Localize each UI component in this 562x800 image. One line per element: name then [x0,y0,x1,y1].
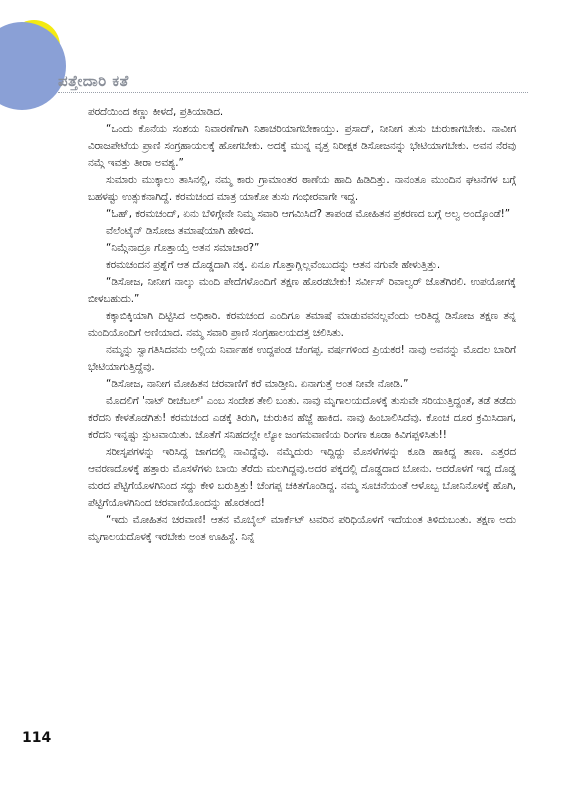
header-dotted-rule [58,92,528,93]
running-header-title: ಪತ್ತೇದಾರಿ ಕತೆ [58,72,129,90]
paragraph: ವೆಲೆಂಟೈನ್ ಡಿಸೋಜ ತಮಾಷೆಯಾಗಿ ಹೇಳಿದ. [106,225,254,237]
paragraph: ಕರಮಚಂದನ ಪ್ರಶ್ನೆಗೆ ಆತ ದೊಡ್ಡದಾಗಿ ನಕ್ಕ. ಏನೂ ಗೊತ್ತಾಗ್ಲಿಲ್ಲವೆಂಬುದನ್ನು ಆತನ ನಗುವೇ ಹೇಳುತ್ತಿತ್ತು. [106,259,441,271]
paragraph: ಸುಮಾರು ಮುಕ್ಕಾಲು ತಾಸಿನಲ್ಲಿ, ನಮ್ಮ ಕಾರು ಗ್ರಾಮಾಂತರ ಠಾಣೆಯ ಹಾದಿ ಹಿಡಿದಿತ್ತು. ನಾನಂತೂ ಮುಂದಿನ ಘಟನೆಗಳ ಬಗ್ಗೆ ಬಹಳಷ್ಟು ಉತ್ಸುಕನಾಗಿದ್ದೆ. ಕರಮಚಂದ ಮಾತ್ರ ಯಾಕೋ ತುಸು ಗಂಭೀರವಾಗೇ ಇದ್ದ. [88,174,516,203]
paragraph: “ಓಹ್, ಕರಮಚಂದ್, ಏನು ಬೆಳಿಗ್ಗೇನೇ ನಿಮ್ಮ ಸವಾರಿ ಆಗಮಿಸಿದೆ? ತಾಪಂಡ ಮೋಹಿತನ ಪ್ರಕರಣದ ಬಗ್ಗೆ ಅಲ್ವ ಅಂದ್ಕೊಂಡೆ!” [106,208,511,220]
paragraph: ನಮ್ಮನ್ನು ಸ್ವಾಗತಿಸಿದವನು ಅಲ್ಲಿಯ ನಿರ್ವಾಹಕ ಉದ್ದಪಂಡ ಚೆಂಗಪ್ಪ. ವರ್ಷಗಳಿಂದ ಪ್ರಿಯಕರ! ನಾವು ಅವನನ್ನು ಮೊದಲ ಬಾರಿಗೆ ಭೇಟಿಯಾಗುತ್ತಿದ್ದೆವು. [88,344,516,373]
paragraph: “ಡಿಸೋಜ, ನೀನೀಗ ನಾಲ್ಕು ಮಂದಿ ಪೇದೆಗಳೊಂದಿಗೆ ತಕ್ಷಣ ಹೊರಡಬೇಕು! ಸರ್ವೀಸ್ ರಿವಾಲ್ವರ್ ಜೊತೆಗಿರಲಿ. ಉಪಯೋಗಕ್ಕೆ ಬೀಳಬಹುದು.” [88,276,516,305]
story-body [88,104,516,546]
paragraph: “ಡಿಸೋಜ, ನಾನೀಗ ಮೋಹಿತನ ಚರವಾಣಿಗೆ ಕರೆ ಮಾಡ್ತೀನಿ. ಏನಾಗುತ್ತೆ ಅಂತ ನೀವೇ ನೋಡಿ.” [106,378,409,390]
paragraph: ಕಕ್ಕಾಬಿಕ್ಕಿಯಾಗಿ ದಿಟ್ಟಿಸಿದ ಅಧಿಕಾರಿ. ಕರಮಚಂದ ಎಂದಿಗೂ ತಮಾಷೆ ಮಾಡುವವನಲ್ಲವೆಂದು ಅರಿತಿದ್ದ ಡಿಸೋಜ ತಕ್ಷಣ ತನ್ನ ಮಂದಿಯೊಂದಿಗೆ ಅಣಿಯಾದ. ನಮ್ಮ ಸವಾರಿ ಪ್ರಾಣಿ ಸಂಗ್ರಹಾಲಯದತ್ತ ಚಲಿಸಿತು. [88,310,516,339]
paragraph: ಪರದೆಯಿಂದ ಕಣ್ಣು ಕೀಳದೆ, ಪ್ರತಿಯಾಡಿದ. [88,106,224,118]
paragraph: “ನಿಮ್ಗೆನಾದ್ರೂ ಗೊತ್ತಾಯ್ತೆ ಅತನ ಸಮಾಚಾರ?” [106,242,260,254]
paragraph: “ಒಂದು ಕೊನೆಯ ಸಂಶಯ ನಿವಾರಣೆಗಾಗಿ ನಿಶಾಚರಿಯಾಗಬೇಕಾಯ್ತು. ಪ್ರಸಾದ್, ನೀನೀಗ ತುಸು ಚುರುಕಾಗಬೇಕು. ನಾವೀಗ ವಿರಾಜಪೇಟೆಯ ಪ್ರಾಣಿ ಸಂಗ್ರಹಾಯಲಕ್ಕೆ ಹೋಗಬೇಕು. ಅದಕ್ಕೆ ಮುನ್ನ ವೃತ್ತ ನಿರೀಕ್ಷಕ ಡಿಸೋಜನನ್ನು ಭೇಟಿಯಾಗಬೇಕು. ಅವನ ನೆರವು ನಮ್ಗೆ ಇವತ್ತು ತೀರಾ ಅವಶ್ಯ.” [88,123,516,169]
header-decoration [0,0,562,120]
paragraph: ಮೊದಲಿಗೆ 'ನಾಟ್ ರೀಚೆಬಲ್' ಎಂಬ ಸಂದೇಶ ತೇಲಿ ಬಂತು. ನಾವು ಮೃಗಾಲಯದೊಳಕ್ಕೆ ತುಸುವೇ ಸರಿಯುತ್ತಿದ್ದಂತೆ, ತಡೆ ತಡೆದು ಕರೆದನಿ ಕೇಳತೊಡಗಿತು! ಕರಮಚಂದ ಎಡಕ್ಕೆ ತಿರುಗಿ, ಚುರುಕಿನ ಹೆಜ್ಜೆ ಹಾಕಿದ. ನಾವು ಹಿಂಬಾಲಿಸಿದೆವು. ಕೊಂಚ ದೂರ ಕ್ರಮಿಸಿದಾಗ, ಕರೆದನಿ ಇನ್ನಷ್ಟು ಸ್ಪುಟವಾಯಿತು. ಜೊತೆಗೆ ಸನಿಹದಲ್ಲೇ ಲ್ಯೋ ಜಂಗಮವಾಣಿಯ ರಿಂಗಣ ಕೂಡಾ ಕಿವಿಗಪ್ಪಳಿಸಿತು!! [88,395,516,441]
page-number: 114 [22,730,52,746]
paragraph: ಸರೀಸೃಪಗಳನ್ನು ಇರಿಸಿದ್ದ ಜಾಗದಲ್ಲಿ ನಾವಿದ್ದೆವು. ನಮ್ಮೆದುರು ಇದ್ದಿದ್ದು ಮೊಸಳೆಗಳನ್ನು ಕೂಡಿ ಹಾಕಿದ್ದ ತಾಣ. ಎತ್ತರದ ಆವರಣದೊಳಕ್ಕೆ ಹತ್ತಾರು ಮೊಸಳೆಗಳು ಬಾಯಿ ತೆರೆದು ಮಲಗಿದ್ದವು.ಅದರ ಪಕ್ಕದಲ್ಲಿ ದೊಡ್ಡದಾದ ಬೋನು. ಅದರೊಳಗೆ ಇದ್ದ ದೊಡ್ಡ ಮರದ ಪೆಟ್ಟಿಗೆಯೊಳಗಿನಿಂದ ಸದ್ದು ಕೇಳಿ ಬರುತ್ತಿತ್ತು! ಚೆಂಗಪ್ಪ ಚಕಿತಗೊಂಡಿದ್ದ. ನಮ್ಮ ಸೂಚನೆಯಂತೆ ಆಳೊಬ್ಬ ಬೋನಿನೊಳಕ್ಕೆ ಹೊಗಿ, ಪೆಟ್ಟಿಗೆಯೊಳಗಿನಿಂದ ಚರವಾಣಿಯೊಂದನ್ನು ಹೊರತಂದ! [88,446,516,509]
paragraph: “ಇದು ಮೋಹಿತನ ಚರವಾಣಿ! ಆತನ ಮೊಬೈಲ್ ಮಾರ್ಕೆಟ್ ಟವರಿನ ಪರಿಧಿಯೊಳಗೆ ಇದೆಯಂತ ತಿಳಿದುಬಂತು. ತಕ್ಷಣ ಅದು ಮೃಗಾಲಯದೊಳಕ್ಕೆ ಇರಬೇಕು ಅಂತ ಊಹಿಸ್ದೆ. ನಿನ್ನೆ [88,514,516,543]
